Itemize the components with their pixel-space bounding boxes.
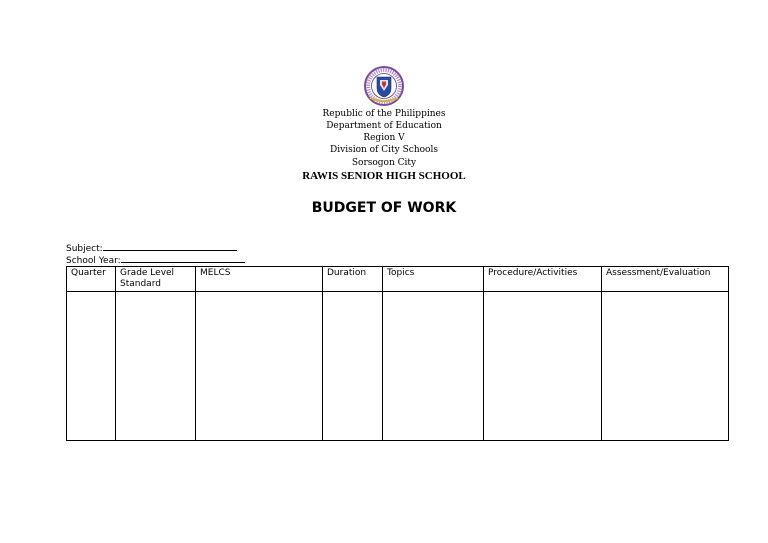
school-name: RAWIS SENIOR HIGH SCHOOL bbox=[302, 170, 466, 182]
document-title: BUDGET OF WORK bbox=[311, 200, 457, 216]
school-year-field bbox=[66, 253, 245, 267]
column-header-melcs: MELCS bbox=[196, 267, 323, 292]
header-republic: Republic of the Philippines bbox=[322, 109, 446, 119]
school-year-label: School Year: bbox=[66, 256, 121, 266]
column-header-topics: Topics bbox=[383, 267, 484, 292]
cell-grade-level-standard[interactable] bbox=[116, 292, 196, 441]
deped-seal-icon bbox=[362, 66, 406, 106]
column-header-grade-level-standard: Grade Level Standard bbox=[116, 267, 196, 292]
subject-label: Subject: bbox=[66, 244, 103, 254]
column-header-assessment-evaluation: Assessment/Evaluation bbox=[602, 267, 729, 292]
column-header-procedure-activities: Procedure/Activities bbox=[484, 267, 602, 292]
table-row bbox=[67, 292, 729, 441]
cell-assessment-evaluation[interactable] bbox=[602, 292, 729, 441]
cell-duration[interactable] bbox=[323, 292, 383, 441]
column-header-duration: Duration bbox=[323, 267, 383, 292]
table-header-row bbox=[67, 267, 729, 292]
cell-melcs[interactable] bbox=[196, 292, 323, 441]
header-region: Region V bbox=[363, 133, 405, 143]
header-division: Division of City Schools bbox=[330, 145, 438, 155]
header-department: Department of Education bbox=[326, 121, 442, 131]
subject-blank[interactable] bbox=[103, 241, 237, 251]
column-header-quarter: Quarter bbox=[67, 267, 116, 292]
cell-quarter[interactable] bbox=[67, 292, 116, 441]
cell-procedure-activities[interactable] bbox=[484, 292, 602, 441]
header-city: Sorsogon City bbox=[351, 158, 417, 168]
budget-of-work-table bbox=[66, 266, 729, 441]
school-year-blank[interactable] bbox=[121, 253, 245, 263]
cell-topics[interactable] bbox=[383, 292, 484, 441]
